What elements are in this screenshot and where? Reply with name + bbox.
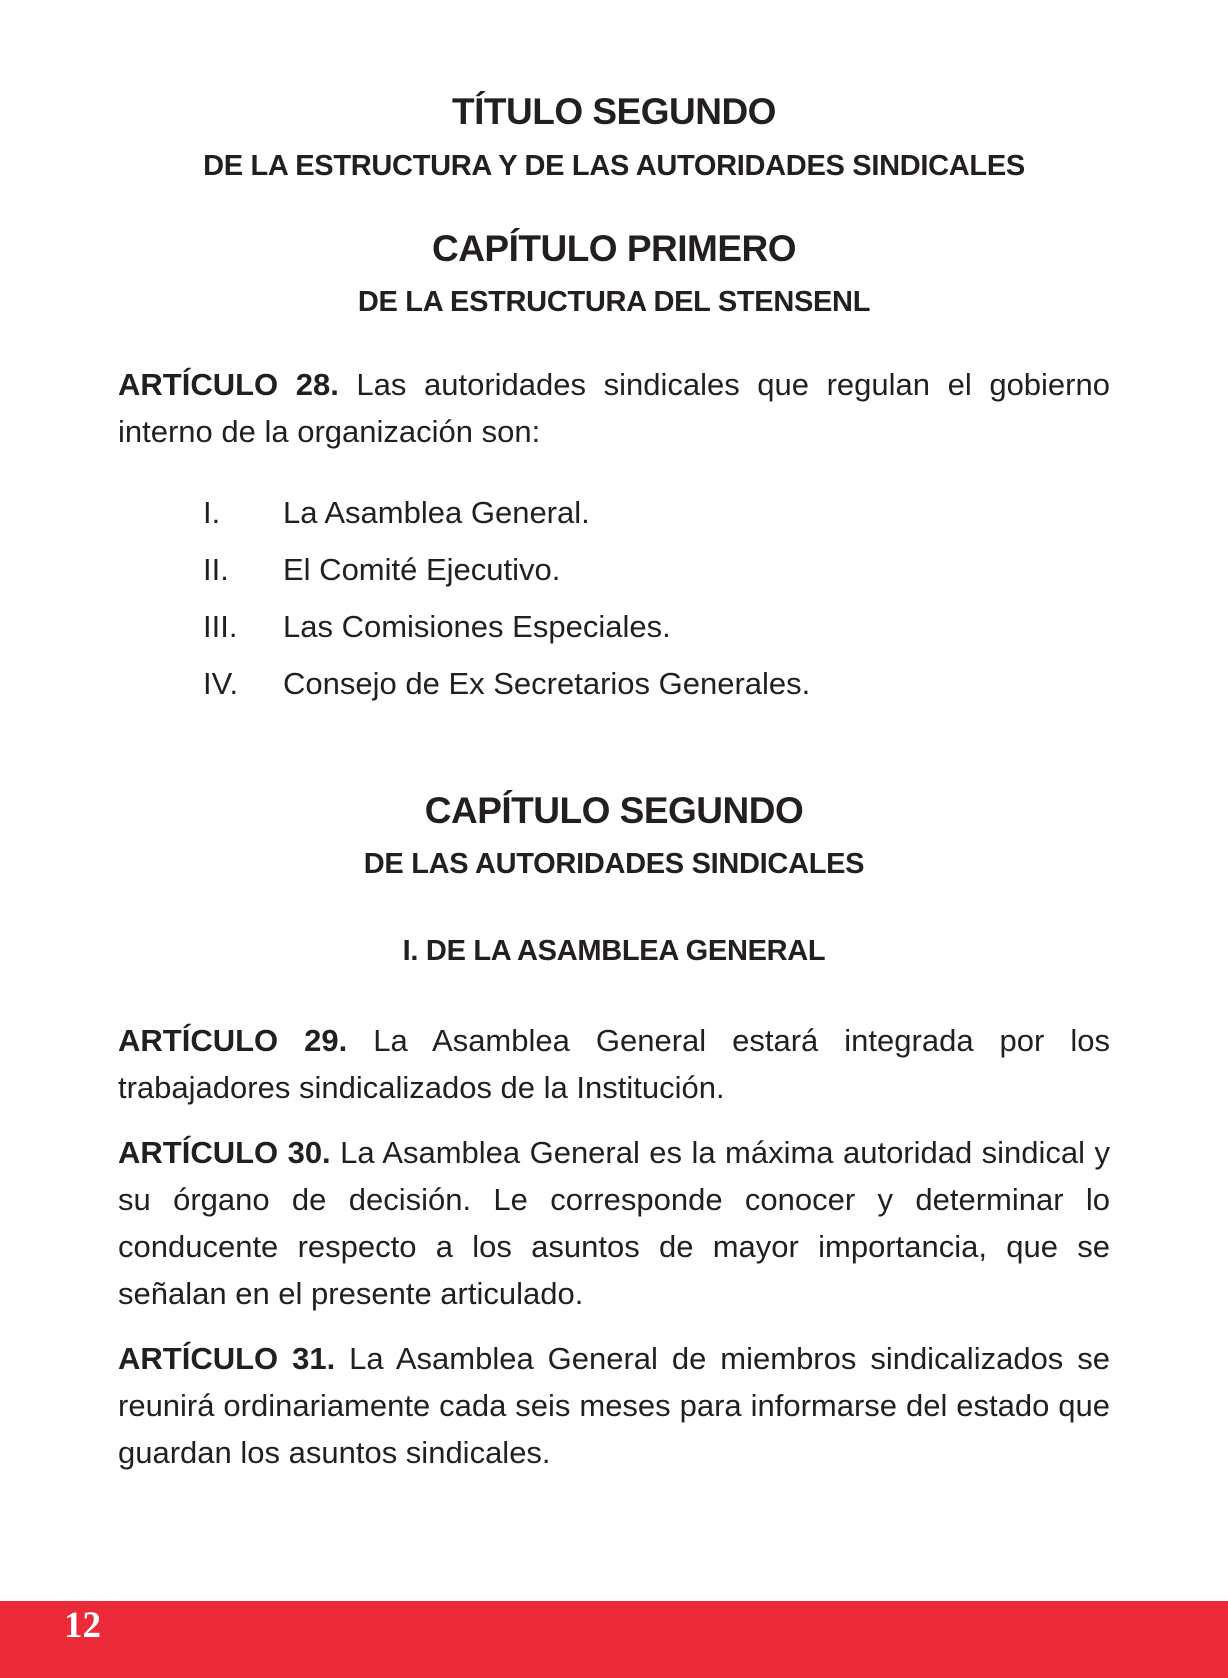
article-28-paragraph bbox=[118, 361, 1110, 455]
article-29-label: ARTÍCULO 29. bbox=[118, 1023, 348, 1058]
article-29-paragraph bbox=[118, 1017, 1110, 1111]
chapter-primero-heading: CAPÍTULO PRIMERO bbox=[431, 228, 797, 269]
list-item-numeral: II. bbox=[203, 552, 229, 587]
list-item bbox=[118, 546, 1110, 593]
article-30-text: La Asamblea General es la máxima autoridad sindical y su órgano de decisión. Le corresponde conocer y determinar lo conducente respecto a los asuntos de mayor importancia, que se señalan en el presente articulado. bbox=[118, 1135, 1110, 1311]
footer-accent-bar bbox=[0, 1601, 1228, 1678]
title-heading: TÍTULO SEGUNDO bbox=[452, 91, 776, 132]
chapter-segundo-section bbox=[118, 789, 1110, 1476]
article-30-paragraph bbox=[118, 1129, 1110, 1317]
chapter-primero-section bbox=[118, 227, 1110, 707]
list-item bbox=[118, 603, 1110, 650]
list-item-text: Las Comisiones Especiales. bbox=[283, 609, 671, 644]
list-item-numeral: I. bbox=[203, 495, 221, 530]
article-30-label: ARTÍCULO 30. bbox=[118, 1135, 331, 1170]
page-content bbox=[0, 90, 1228, 1476]
list-item bbox=[118, 489, 1110, 536]
chapter-segundo-subheading: DE LAS AUTORIDADES SINDICALES bbox=[363, 848, 865, 880]
chapter-segundo-heading: CAPÍTULO SEGUNDO bbox=[424, 790, 804, 831]
article-31-paragraph bbox=[118, 1335, 1110, 1476]
article-28-label: ARTÍCULO 28. bbox=[118, 367, 339, 402]
article-31-label: ARTÍCULO 31. bbox=[118, 1341, 336, 1376]
list-item bbox=[118, 660, 1110, 707]
page-number: 12 bbox=[64, 1605, 101, 1646]
chapter-primero-subheading: DE LA ESTRUCTURA DEL STENSENL bbox=[357, 286, 871, 318]
list-item-text: La Asamblea General. bbox=[283, 495, 590, 530]
list-item-text: Consejo de Ex Secretarios Generales. bbox=[283, 666, 811, 701]
list-item-numeral: III. bbox=[203, 609, 238, 644]
list-item-text: El Comité Ejecutivo. bbox=[283, 552, 561, 587]
article-31-text: La Asamblea General de miembros sindicalizados se reunirá ordinariamente cada seis meses para informarse del estado que guardan los asuntos sindicales. bbox=[118, 1341, 1110, 1470]
title-block bbox=[118, 90, 1110, 185]
list-item-numeral: IV. bbox=[203, 666, 239, 701]
article-28-list bbox=[118, 489, 1110, 707]
article-28-text: Las autoridades sindicales que regulan el gobierno interno de la organización son: bbox=[118, 367, 1110, 449]
title-subheading: DE LA ESTRUCTURA Y DE LAS AUTORIDADES SINDICALES bbox=[203, 150, 1025, 182]
asamblea-general-section-heading: I. DE LA ASAMBLEA GENERAL bbox=[402, 935, 826, 967]
article-29-text: La Asamblea General estará integrada por los trabajadores sindicalizados de la Institución. bbox=[118, 1023, 1110, 1105]
